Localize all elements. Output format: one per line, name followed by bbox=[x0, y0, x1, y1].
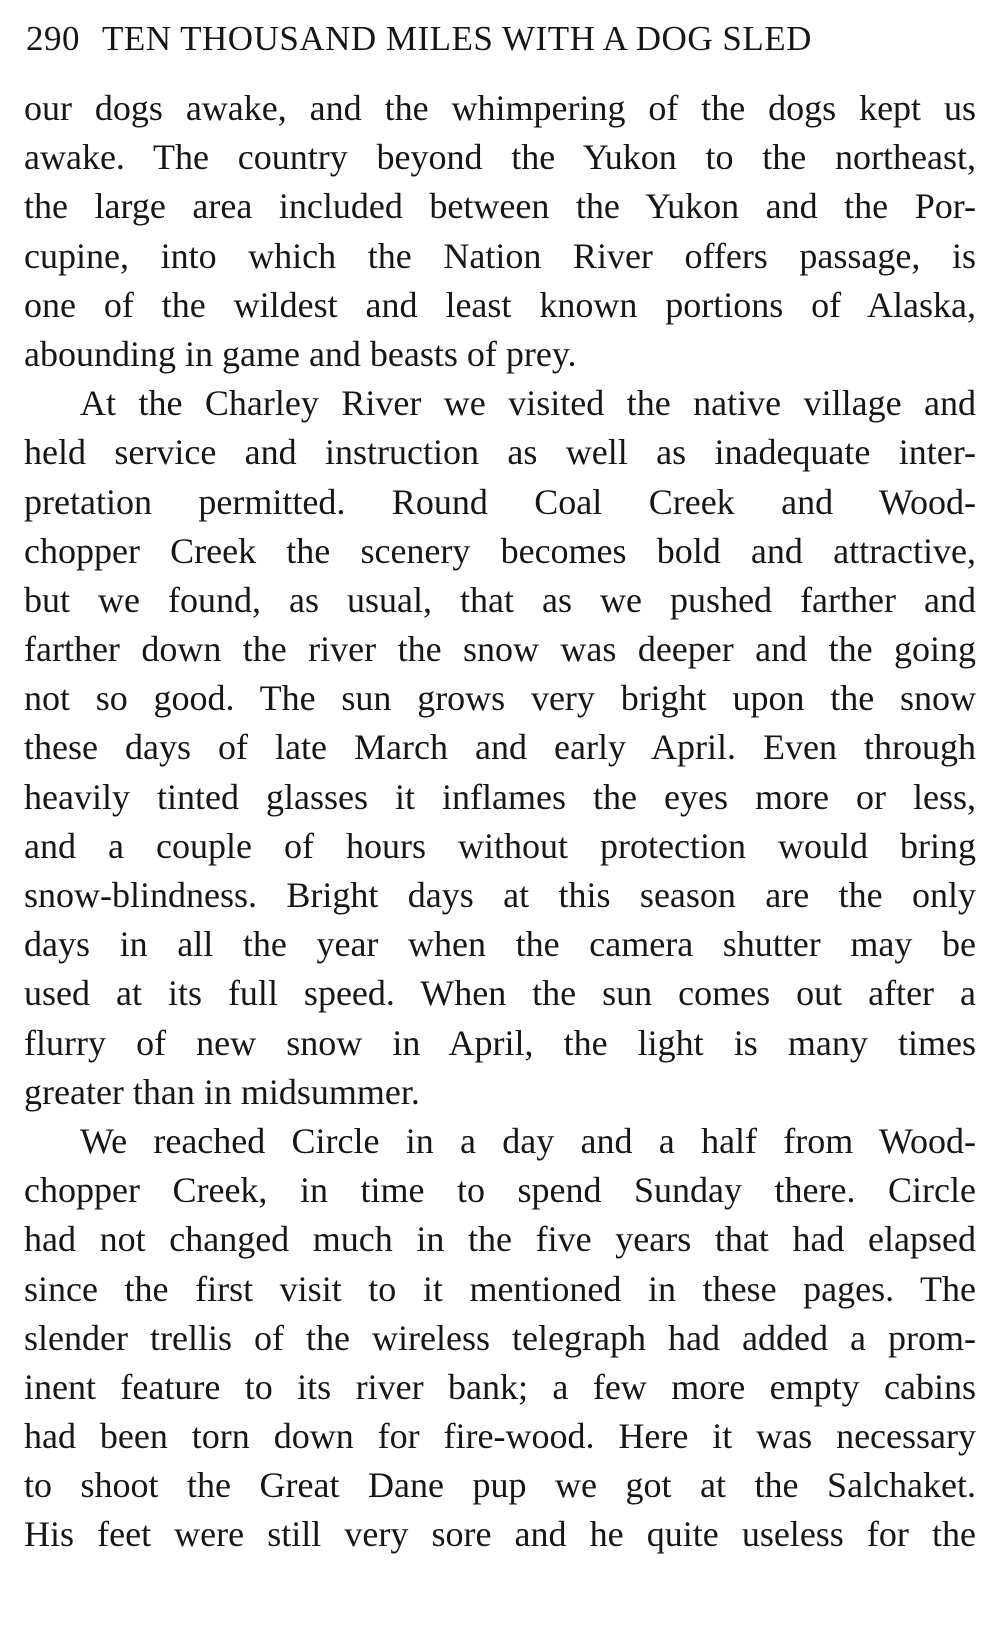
text-line: used at its full speed. When the sun comes out after a bbox=[24, 973, 976, 1014]
text-line: His feet were still very sore and he quite useless for the bbox=[24, 1514, 976, 1555]
text-line: At the Charley River we visited the native village and bbox=[80, 383, 976, 424]
text-line: not so good. The sun grows very bright upon the snow bbox=[24, 678, 976, 719]
text-line: greater than in midsummer. bbox=[24, 1071, 420, 1112]
paragraph-1 bbox=[24, 84, 976, 379]
text-line: awake. The country beyond the Yukon to the northeast, bbox=[24, 137, 976, 178]
text-line: had not changed much in the five years that had elapsed bbox=[24, 1219, 976, 1260]
text-line: heavily tinted glasses it inflames the eyes more or less, bbox=[24, 776, 976, 817]
text-line: snow-blindness. Bright days at this season are the only bbox=[24, 875, 976, 915]
text-line: had been torn down for fire-wood. Here it was necessary bbox=[24, 1416, 976, 1457]
text-line: the large area included between the Yukon and the Por- bbox=[24, 186, 976, 227]
text-line: but we found, as usual, that as we pushed farther and bbox=[24, 579, 976, 620]
paragraph-2 bbox=[24, 379, 976, 1117]
text-line: We reached Circle in a day and a half from Wood- bbox=[80, 1120, 976, 1161]
text-line: and a couple of hours without protection would bring bbox=[24, 825, 976, 866]
paragraph-3 bbox=[24, 1117, 976, 1560]
running-head bbox=[26, 14, 976, 64]
text-line: days in all the year when the camera shutter may be bbox=[24, 924, 976, 965]
body-text bbox=[24, 84, 976, 1560]
text-line: since the first visit to it mentioned in these pages. The bbox=[24, 1268, 976, 1309]
text-line: flurry of new snow in April, the light is many times bbox=[24, 1022, 976, 1063]
text-line: to shoot the Great Dane pup we got at the Salchaket. bbox=[24, 1465, 976, 1506]
running-title: TEN THOUSAND MILES WITH A DOG SLED bbox=[102, 19, 812, 58]
text-line: held service and instruction as well as inadequate inter- bbox=[24, 432, 976, 473]
page-number: 290 bbox=[26, 19, 80, 58]
text-line: chopper Creek, in time to spend Sunday there. Circle bbox=[24, 1170, 976, 1211]
text-line: these days of late March and early April. Even through bbox=[24, 727, 976, 768]
text-line: chopper Creek the scenery becomes bold and attractive, bbox=[24, 530, 976, 571]
text-line: abounding in game and beasts of prey. bbox=[24, 333, 577, 374]
text-line: one of the wildest and least known portions of Alaska, bbox=[24, 284, 976, 325]
text-line: pretation permitted. Round Coal Creek and Wood- bbox=[24, 481, 976, 522]
text-line: our dogs awake, and the whimpering of the dogs kept us bbox=[24, 88, 976, 128]
text-line: inent feature to its river bank; a few more empty cabins bbox=[24, 1366, 976, 1407]
text-line: farther down the river the snow was deeper and the going bbox=[24, 629, 976, 670]
text-line: slender trellis of the wireless telegraph had added a prom- bbox=[24, 1317, 976, 1358]
text-line: cupine, into which the Nation River offers passage, is bbox=[24, 235, 976, 276]
